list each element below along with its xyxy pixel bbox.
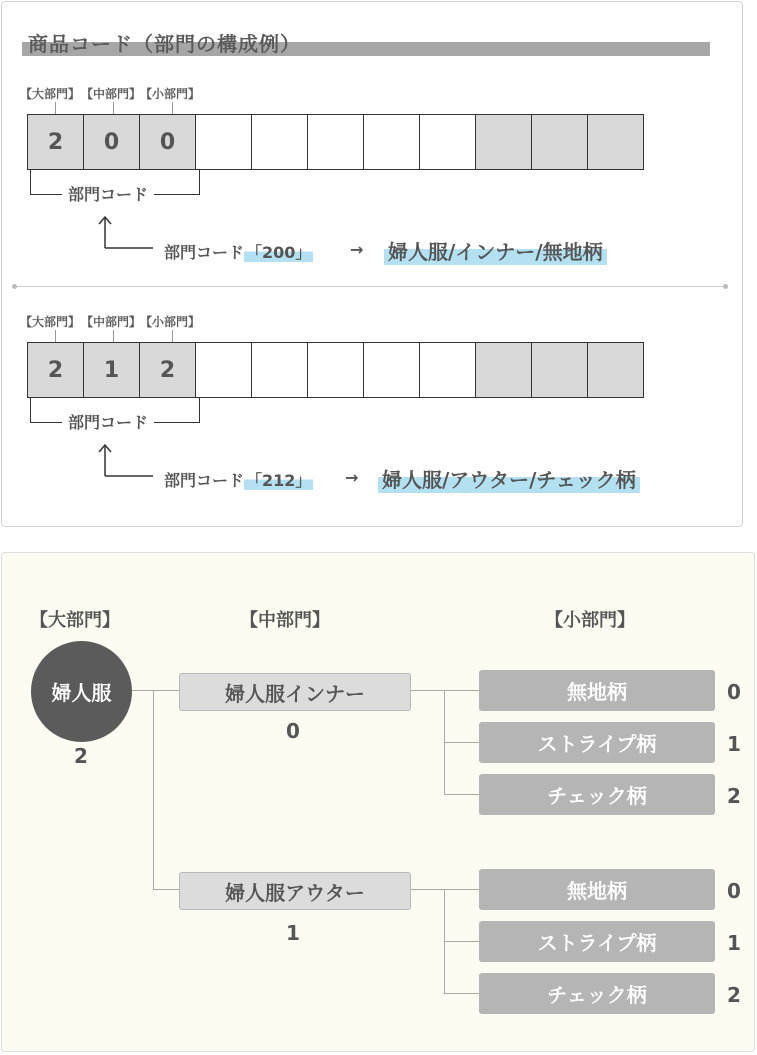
shaded-cell [475, 114, 532, 170]
empty-cell [363, 342, 420, 398]
header-medium-dept: 【中部門】 [240, 610, 330, 631]
empty-cell [307, 114, 364, 170]
result-category: 婦人服/インナー/無地柄 [384, 236, 607, 265]
medium-node: 婦人服インナー [179, 673, 411, 711]
small-code: 1 [727, 732, 741, 756]
divider [14, 286, 726, 287]
code-note [164, 240, 313, 263]
header-small-dept: 【小部門】 [545, 610, 635, 631]
medium-code: 1 [286, 921, 300, 945]
connector-line [444, 993, 479, 994]
digit-cell: 0 [139, 114, 196, 170]
digit-cell: 2 [27, 342, 84, 398]
shaded-cell [587, 342, 644, 398]
dept-label-large: 【大部門】 [20, 87, 81, 101]
shaded-cell [587, 114, 644, 170]
connector-line [132, 690, 180, 691]
empty-cell [195, 342, 252, 398]
empty-cell [419, 114, 476, 170]
arrow-symbol: → [350, 240, 364, 259]
connector-line [444, 742, 479, 743]
dept-label-large: 【大部門】 [20, 315, 81, 329]
small-code: 0 [727, 879, 741, 903]
small-node: ストライプ柄 [479, 921, 715, 962]
code-value: 「200」 [246, 243, 312, 262]
code-cells [27, 114, 644, 170]
note-prefix: 部門コード [164, 243, 245, 262]
divider-dot [723, 284, 728, 289]
diagram-title: 商品コード（部門の構成例） [28, 32, 301, 56]
small-node: ストライプ柄 [479, 722, 715, 763]
connector-line [411, 690, 479, 691]
code-cells [27, 342, 644, 398]
empty-cell [195, 114, 252, 170]
shaded-cell [531, 114, 588, 170]
small-code: 2 [727, 784, 741, 808]
dept-code-label: 部門コード [62, 410, 154, 433]
empty-cell [251, 114, 308, 170]
medium-code: 0 [286, 719, 300, 743]
result-category: 婦人服/アウター/チェック柄 [378, 464, 640, 493]
header-large-dept: 【大部門】 [30, 610, 120, 631]
small-node: チェック柄 [479, 774, 715, 815]
small-node: 無地柄 [479, 670, 715, 711]
small-node: 無地柄 [479, 869, 715, 910]
pointer-arrow [95, 440, 155, 480]
root-node: 婦人服 [31, 641, 132, 742]
small-code: 2 [727, 983, 741, 1007]
digit-cell: 2 [139, 342, 196, 398]
digit-cell: 2 [27, 114, 84, 170]
shaded-cell [531, 342, 588, 398]
dept-label-small: 【小部門】 [140, 315, 201, 329]
connector-line [411, 889, 479, 890]
empty-cell [251, 342, 308, 398]
dept-label-small: 【小部門】 [140, 87, 201, 101]
empty-cell [363, 114, 420, 170]
code-value: 「212」 [246, 471, 312, 490]
code-note [164, 468, 313, 491]
connector-line [444, 794, 479, 795]
small-node: チェック柄 [479, 973, 715, 1014]
digit-cell: 0 [83, 114, 140, 170]
digit-cell: 1 [83, 342, 140, 398]
arrow-symbol: → [345, 468, 359, 487]
shaded-cell [475, 342, 532, 398]
divider-dot [12, 284, 17, 289]
connector-line [153, 690, 154, 890]
empty-cell [419, 342, 476, 398]
pointer-arrow [95, 212, 155, 252]
medium-node: 婦人服アウター [179, 872, 411, 910]
small-code: 0 [727, 680, 741, 704]
dept-label-medium: 【中部門】 [81, 87, 142, 101]
dept-label-medium: 【中部門】 [81, 315, 142, 329]
note-prefix: 部門コード [164, 471, 245, 490]
connector-line [444, 941, 479, 942]
empty-cell [307, 342, 364, 398]
small-code: 1 [727, 931, 741, 955]
root-code: 2 [74, 744, 88, 768]
connector-line [153, 889, 180, 890]
dept-code-label: 部門コード [62, 182, 154, 205]
